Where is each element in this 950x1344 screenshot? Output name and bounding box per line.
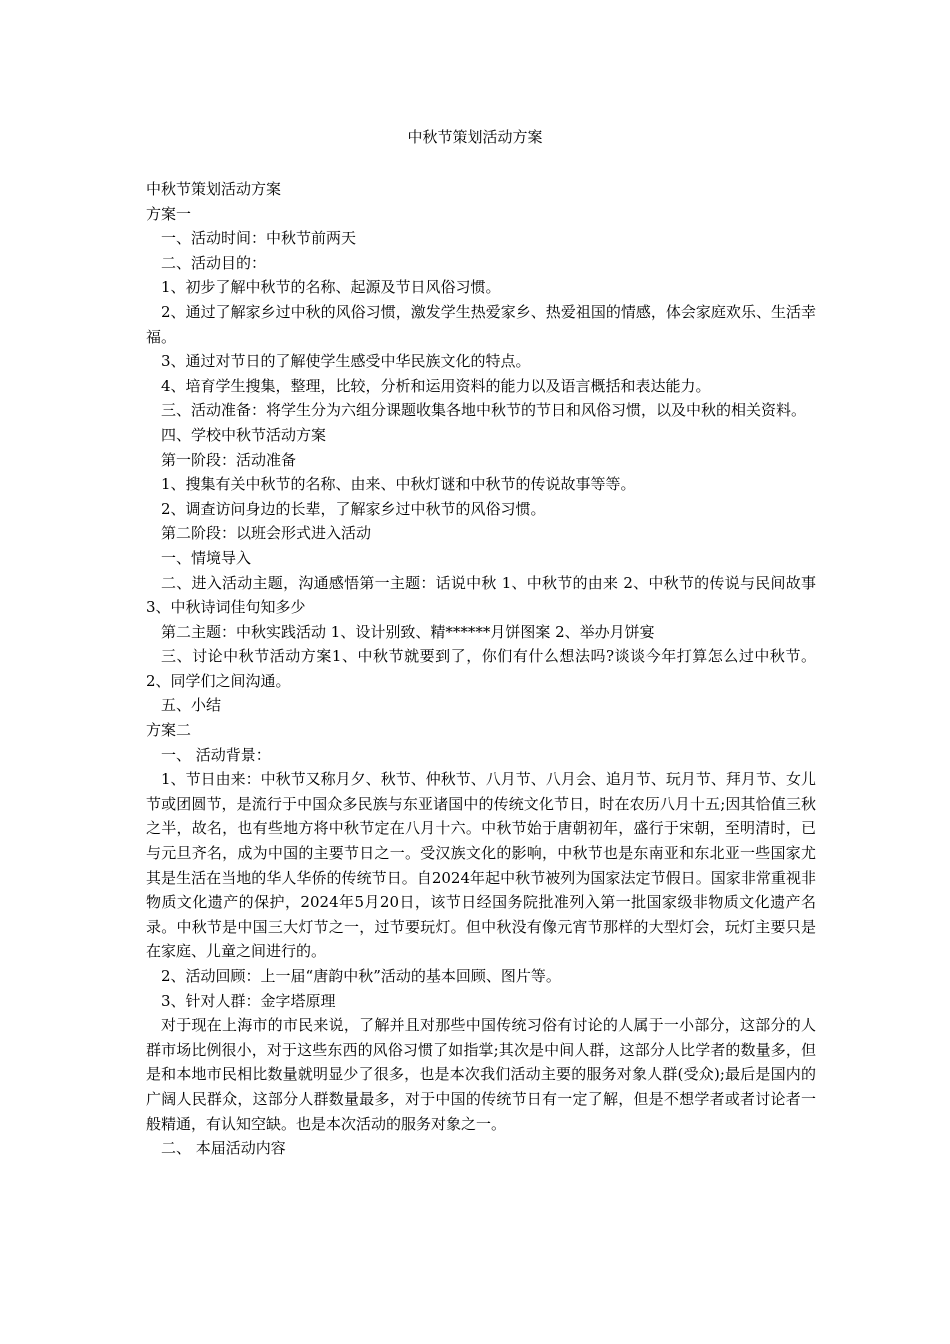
document-body [146, 177, 816, 1161]
paragraph: 2、通过了解家乡过中秋的风俗习惯，激发学生热爱家乡、热爱祖国的情感，体会家庭欢乐、生活幸福。 [146, 302, 816, 346]
paragraph: 方案一 [146, 204, 192, 223]
paragraph: 第二主题：中秋实践活动 1、设计别致、精******月饼图案 2、举办月饼宴 [161, 622, 655, 641]
paragraph: 第二阶段：以班会形式进入活动 [161, 524, 372, 543]
paragraph: 方案二 [146, 721, 192, 740]
paragraph: 1、节日由来：中秋节又称月夕、秋节、仲秋节、八月节、八月会、追月节、玩月节、拜月节、女儿节或团圆节，是流行于中国众多民族与东亚诸国中的传统文化节日，时在农历八月十五;因其恰值三秋之半，故名，也有些地方将中秋节定在八月十六。中秋节始于唐朝初年，盛行于宋朝，至明清时，已与元旦齐名，成为中国的主要节日之一。受汉族文化的影响，中秋节也是东南亚和东北亚一些国家尤其是生活在当地的华人华侨的传统节日。自2024年起中秋节被列为国家法定节假日。国家非常重视非物质文化遗产的保护，2024年5月20日，该节日经国务院批准列入第一批国家级非物质文化遗产名录。中秋节是中国三大灯节之一，过节要玩灯。但中秋没有像元宵节那样的大型灯会，玩灯主要只是在家庭、儿童之间进行的。 [146, 770, 816, 961]
paragraph: 第一阶段：活动准备 [161, 450, 297, 469]
paragraph: 中秋节策划活动方案 [146, 180, 282, 198]
paragraph: 3、通过对节日的了解使学生感受中华民族文化的特点。 [161, 352, 531, 371]
paragraph: 三、讨论中秋节活动方案1、中秋节就要到了，你们有什么想法吗?谈谈今年打算怎么过中秋节。 2、同学们之间沟通。 [146, 647, 816, 690]
paragraph: 三、活动准备：将学生分为六组分课题收集各地中秋节的节日和风俗习惯，以及中秋的相关资料。 [161, 401, 807, 420]
paragraph: 对于现在上海市的市民来说，了解并且对那些中国传统习俗有讨论的人属于一小部分，这部分的人群市场比例很小，对于这些东西的风俗习惯了如指掌;其次是中间人群，这部分人比学者的数量多，但是和本地市民相比数量就明显少了很多，也是本次我们活动主要的服务对象人群(受众);最后是国内的广阔人民群众，这部分人群数量最多，对于中国的传统节日有一定了解，但是不想学者或者讨论者一般精通，有认知空缺。也是本次活动的服务对象之一。 [146, 1016, 816, 1133]
paragraph: 一、 活动背景： [161, 745, 271, 764]
paragraph: 2、活动回顾：上一届“唐韵中秋”活动的基本回顾、图片等。 [161, 967, 561, 985]
paragraph: 四、学校中秋节活动方案 [161, 425, 327, 444]
paragraph: 1、搜集有关中秋节的名称、由来、中秋灯谜和中秋节的传说故事等等。 [161, 475, 636, 494]
paragraph: 2、调查访问身边的长辈，了解家乡过中秋节的风俗习惯。 [161, 499, 546, 518]
document-title: 中秋节策划活动方案 [407, 128, 543, 146]
paragraph: 二、 本届活动内容 [161, 1139, 286, 1158]
paragraph: 1、初步了解中秋节的名称、起源及节日风俗习惯。 [161, 278, 501, 297]
paragraph: 一、活动时间：中秋节前两天 [161, 229, 357, 248]
paragraph: 4、培育学生搜集，整理，比较，分析和运用资料的能力以及语言概括和表达能力。 [161, 376, 711, 395]
paragraph: 二、进入活动主题，沟通感悟第一主题：话说中秋 1、中秋节的由来 2、中秋节的传说与民间故事 3、中秋诗词佳句知多少 [146, 573, 816, 617]
paragraph: 五、小结 [161, 696, 222, 715]
paragraph: 二、活动目的： [161, 253, 267, 272]
paragraph: 一、情境导入 [161, 548, 252, 567]
paragraph: 3、针对人群：金字塔原理 [161, 991, 336, 1010]
